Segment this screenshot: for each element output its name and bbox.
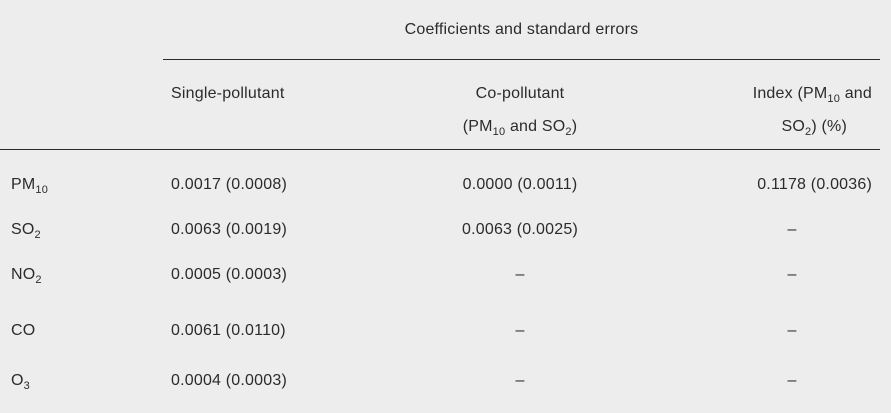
row-label: $NO_2$	[11, 266, 42, 286]
cell-index: –	[787, 221, 797, 238]
spanner-rule	[163, 59, 880, 60]
cell-co: –	[515, 322, 525, 339]
cell-co: –	[515, 372, 525, 389]
header-rule	[0, 149, 880, 150]
row-label: $O_3$	[11, 372, 30, 392]
cell-single: 0.0017 (0.0008)	[171, 176, 287, 193]
cell-single: 0.0004 (0.0003)	[171, 372, 287, 389]
row-label: $SO_2$	[11, 221, 41, 241]
cell-single: 0.0063 (0.0019)	[171, 221, 287, 238]
cell-single: 0.0061 (0.0110)	[171, 322, 286, 339]
column-header-line: Single-pollutant	[171, 85, 285, 102]
cell-index: –	[787, 266, 797, 283]
cell-index: 0.1178 (0.0036)	[757, 176, 872, 193]
cell-index: –	[787, 372, 797, 389]
cell-single: 0.0005 (0.0003)	[171, 266, 287, 283]
cell-index: –	[787, 322, 797, 339]
row-label: $PM_{10}$	[11, 176, 49, 196]
column-header-index	[640, 84, 872, 104]
column-header-line: ($PM_{10}$ and $SO_2$)	[462, 118, 578, 138]
column-header-co-pollutant	[420, 84, 620, 104]
column-header-single-pollutant	[171, 84, 285, 104]
column-header-line: $SO_2$) (%)	[781, 118, 847, 138]
cell-co: –	[515, 266, 525, 283]
column-header-index-line2	[640, 117, 847, 137]
column-header-co-pollutant-line2	[420, 117, 620, 137]
column-header-line: Index ($PM_{10}$ and	[752, 85, 872, 105]
cell-co: 0.0000 (0.0011)	[462, 176, 578, 193]
cell-co: 0.0063 (0.0025)	[462, 221, 578, 238]
column-header-line: Co-pollutant	[475, 85, 565, 102]
row-label: CO	[11, 322, 36, 339]
spanner-header: Coefficients and standard errors	[404, 21, 639, 38]
